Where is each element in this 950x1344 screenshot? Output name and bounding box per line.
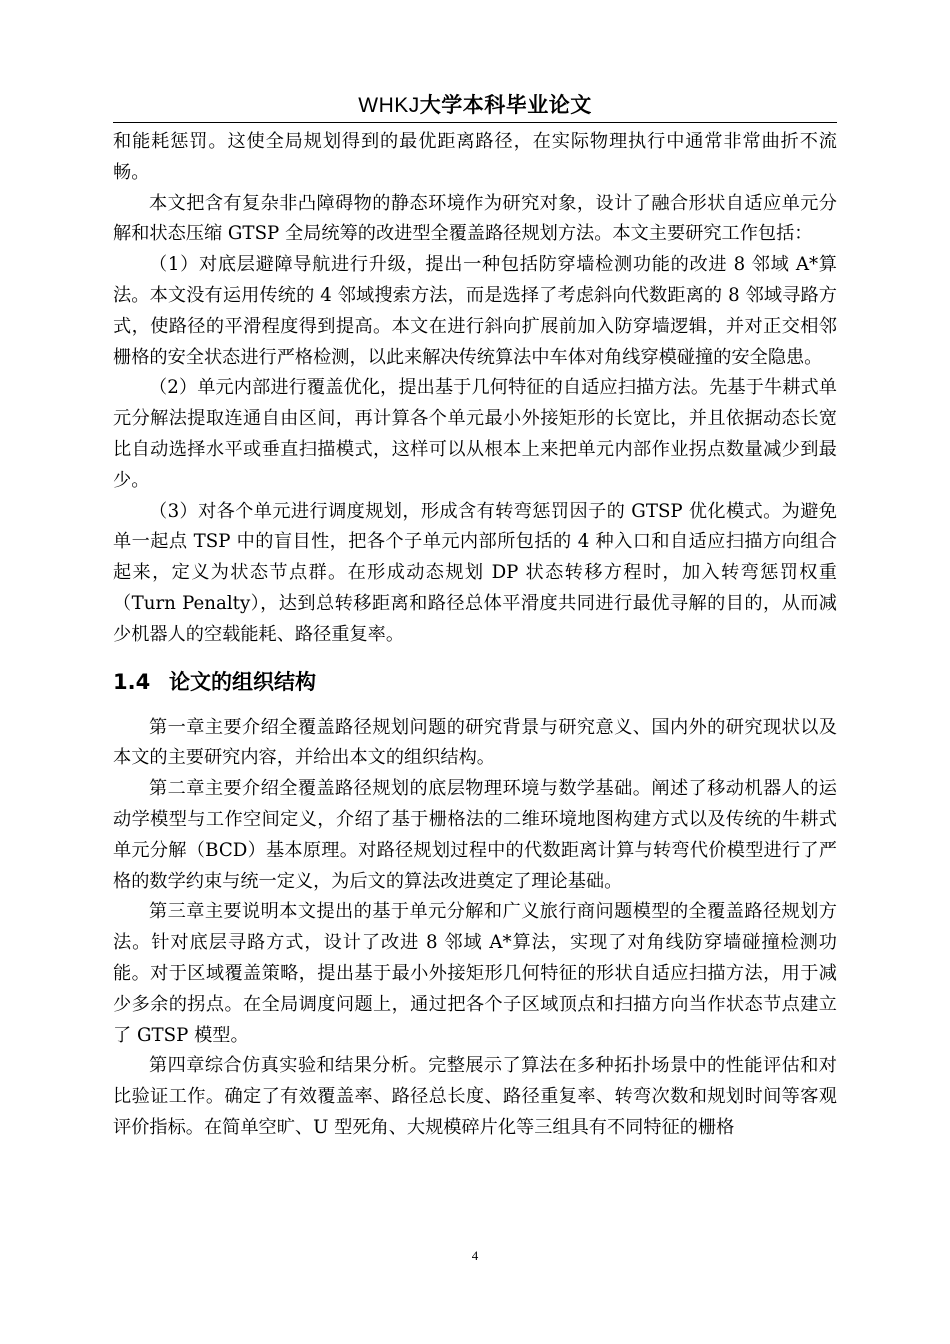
paragraph-contribution-3: （3）对各个单元进行调度规划，形成含有转弯惩罚因子的 GTSP 优化模式。为避免单一起点 TSP 中的盲目性，把各个子单元内部所包括的 4 种入口和自适应扫描方向组合起来，定义为状态节点群。在形成动态规划 DP 状态转移方程时，加入转弯惩罚权重（Turn Penalty），达到总转移距离和路径总体平滑度共同进行最优寻解的目的，从而减少机器人的空载能耗、路径重复率。 — [113, 500, 837, 645]
section-title: 论文的组织结构 — [169, 669, 316, 694]
paragraph-contribution-1: （1）对底层避障导航进行升级，提出一种包括防穿墙检测功能的改进 8 邻域 A*算法。本文没有运用传统的 4 邻域搜索方法，而是选择了考虑斜向代数距离的 8 邻域寻路方式，使路径的平滑程度得到提高。本文在进行斜向扩展前加入防穿墙逻辑，并对正交相邻栅格的安全状态进行严格检测，以此来解决传统算法中车体对角线穿模碰撞的安全隐患。 — [113, 254, 837, 368]
paragraph-chapter-2: 第二章主要介绍全覆盖路径规划的底层物理环境与数学基础。阐述了移动机器人的运动学模型与工作空间定义，介绍了基于栅格法的二维环境地图构建方式以及传统的牛耕式单元分解（BCD）基本原理。对路径规划过程中的代数距离计算与转弯代价模型进行了严格的数学约束与统一定义，为后文的算法改进奠定了理论基础。 — [113, 778, 837, 892]
paragraph-chapter-4: 第四章综合仿真实验和结果分析。完整展示了算法在多种拓扑场景中的性能评估和对比验证工作。确定了有效覆盖率、路径总长度、路径重复率、转弯次数和规划时间等客观评价指标。在简单空旷、U 型死角、大规模碎片化等三组具有不同特征的栅格 — [113, 1055, 837, 1138]
section-number: 1.4 — [113, 669, 151, 694]
paragraph-chapter-1: 第一章主要介绍全覆盖路径规划问题的研究背景与研究意义、国内外的研究现状以及本文的主要研究内容，并给出本文的组织结构。 — [113, 716, 837, 769]
paragraph-chapter-3: 第三章主要说明本文提出的基于单元分解和广义旅行商问题模型的全覆盖路径规划方法。针对底层寻路方式，设计了改进 8 邻域 A*算法，实现了对角线防穿墙碰撞检测功能。对于区域覆盖策略，提出基于最小外接矩形几何特征的形状自适应扫描方法，用于减少多余的拐点。在全局调度问题上，通过把各个子区域顶点和扫描方向当作状态节点建立了 GTSP 模型。 — [113, 901, 837, 1046]
paragraph-contribution-2: （2）单元内部进行覆盖优化，提出基于几何特征的自适应扫描方法。先基于牛耕式单元分解法提取连通自由区间，再计算各个单元最小外接矩形的长宽比，并且依据动态长宽比自动选择水平或垂直扫描模式，这样可以从根本上来把单元内部作业拐点数量减少到最少。 — [113, 377, 837, 491]
paragraph-research-object: 本文把含有复杂非凸障碍物的静态环境作为研究对象，设计了融合形状自适应单元分解和状态压缩 GTSP 全局统筹的改进型全覆盖路径规划方法。本文主要研究工作包括： — [113, 192, 837, 245]
paragraph-continuation: 和能耗惩罚。这使全局规划得到的最优距离路径，在实际物理执行中通常非常曲折不流畅。 — [113, 131, 837, 183]
document-body — [113, 127, 837, 1144]
section-heading — [113, 651, 837, 713]
page-header — [113, 88, 837, 123]
header-prefix: WHKJ — [358, 94, 420, 117]
header-title: 大学本科毕业论文 — [419, 93, 592, 117]
page-number: 4 — [471, 1248, 479, 1263]
